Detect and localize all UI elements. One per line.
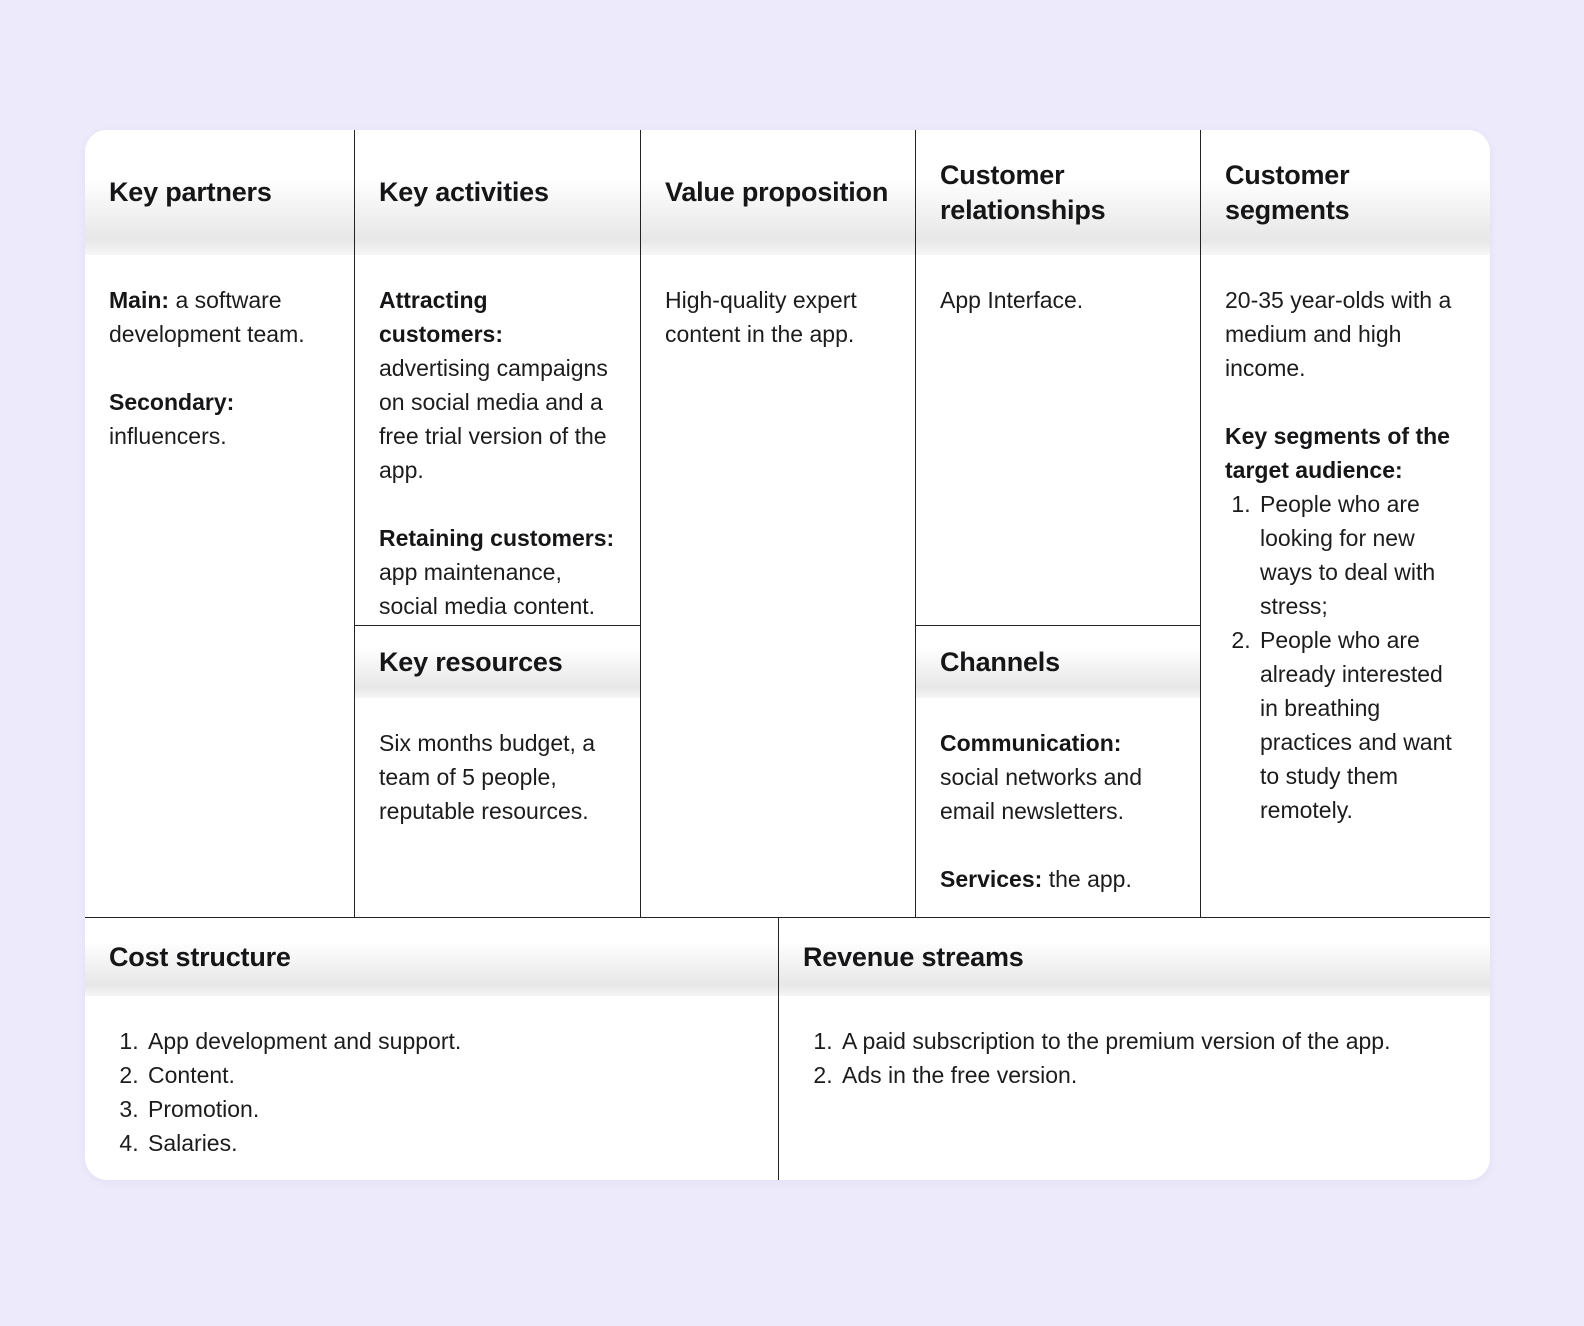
value-proposition-text: High-quality expert content in the app. (665, 287, 857, 347)
customer-relationships-header (916, 130, 1200, 255)
list-item: 2. Ads in the free version. (839, 1058, 1466, 1092)
key-resources-body (355, 698, 640, 848)
cost-structure-body (85, 996, 778, 1180)
section-key-activities (355, 130, 640, 625)
list-item: 4. Salaries. (145, 1126, 754, 1160)
channels-communication (940, 726, 1176, 828)
key-partners-main (109, 283, 330, 351)
key-partners-secondary-label: Secondary: (109, 389, 235, 415)
key-activities-attracting-label: Attracting customers: (379, 287, 503, 347)
channels-services-text: the app. (1042, 866, 1132, 892)
value-proposition-body (641, 255, 915, 371)
customer-segments-list-title (1225, 419, 1466, 487)
revenue-streams-title: Revenue streams (803, 941, 1024, 972)
key-partners-main-text: a software development team. (109, 287, 305, 347)
customer-segments-header (1201, 130, 1490, 255)
canvas-bottom-grid (85, 917, 1490, 1180)
business-model-canvas (85, 130, 1490, 1180)
channels-body (916, 698, 1200, 916)
list-item: 1. App development and support. (145, 1024, 754, 1058)
list-item: 2. People who are already interested in breathing practices and want to study them remotely. (1257, 623, 1466, 827)
revenue-streams-header (779, 918, 1490, 996)
list-item: 1. People who are looking for new ways to deal with stress; (1257, 487, 1466, 623)
channels-communication-text: social networks and email newsletters. (940, 764, 1142, 824)
key-partners-header (85, 130, 354, 255)
key-partners-secondary-text: influencers. (109, 423, 227, 449)
value-proposition-title: Value proposition (665, 177, 889, 208)
section-value-proposition (641, 130, 916, 917)
key-partners-main-label: Main: (109, 287, 170, 313)
list-item: 2. Content. (145, 1058, 754, 1092)
customer-segments-intro: 20-35 year-olds with a medium and high income. (1225, 287, 1452, 381)
customer-segments-list (1225, 487, 1466, 827)
channels-services (940, 862, 1176, 896)
key-activities-title: Key activities (379, 177, 549, 208)
customer-relationships-title: Customer relationships (940, 160, 1106, 225)
key-activities-header (355, 130, 640, 255)
revenue-streams-list (807, 1024, 1466, 1092)
key-activities-retaining (379, 521, 616, 623)
key-activities-retaining-text: app maintenance, social media content. (379, 559, 596, 619)
section-key-partners (85, 130, 355, 917)
section-customer-segments (1201, 130, 1490, 917)
channels-header (916, 626, 1200, 698)
customer-segments-title: Customer segments (1225, 160, 1350, 225)
column-key-activities-resources (355, 130, 641, 917)
key-activities-retaining-label: Retaining customers: (379, 525, 615, 551)
channels-services-label: Services: (940, 866, 1043, 892)
list-item: 3. Promotion. (145, 1092, 754, 1126)
canvas-top-grid (85, 130, 1490, 917)
key-partners-body (85, 255, 354, 473)
section-customer-relationships (916, 130, 1200, 625)
key-activities-attracting (379, 283, 616, 487)
key-activities-body (355, 255, 640, 643)
section-revenue-streams (778, 918, 1490, 1180)
customer-relationships-text: App Interface. (940, 287, 1084, 313)
key-partners-title: Key partners (109, 177, 272, 208)
key-activities-attracting-text: advertising campaigns on social media and a free trial version of the app. (379, 355, 608, 483)
channels-title: Channels (940, 646, 1060, 677)
customer-segments-list-title-text: Key segments of the target audience: (1225, 423, 1450, 483)
section-channels (916, 625, 1200, 917)
cost-structure-title: Cost structure (109, 941, 291, 972)
customer-relationships-body (916, 255, 1200, 337)
key-resources-text: Six months budget, a team of 5 people, reputable resources. (379, 730, 596, 824)
cost-structure-list (113, 1024, 754, 1160)
key-partners-secondary (109, 385, 330, 453)
section-key-resources (355, 625, 640, 917)
section-cost-structure (85, 918, 778, 1180)
column-relationships-channels (916, 130, 1201, 917)
customer-segments-body (1201, 255, 1490, 847)
revenue-streams-body (779, 996, 1490, 1112)
channels-communication-label: Communication: (940, 730, 1122, 756)
key-resources-header (355, 626, 640, 698)
list-item: 1. A paid subscription to the premium version of the app. (839, 1024, 1466, 1058)
key-resources-title: Key resources (379, 646, 563, 677)
cost-structure-header (85, 918, 778, 996)
value-proposition-header (641, 130, 915, 255)
